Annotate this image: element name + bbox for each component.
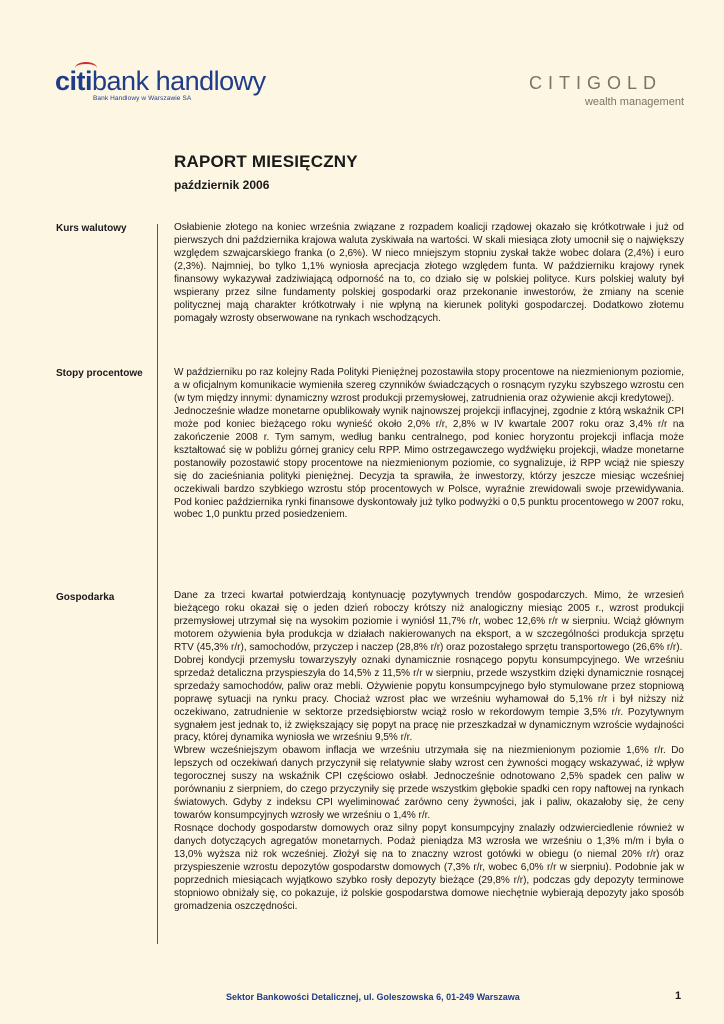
paragraph: Wbrew wcześniejszym obawom inflacja we wrześniu utrzymała się na niezmienionym poziomie 1,6% r/r. Do lepszych od oczekiwań danych przyczynił się relatywnie słaby wzrost cen żywności mogący wskazywać, iż wpływ tegorocznej suszy na wskaźnik CPI częściowo osłabł. Jednocześnie odnotowano 2,5% spadek cen paliw w porównaniu z sierpniem, do czego przyczyniły się przede wszystkim głębokie spadki cen ropy naftowej na rynkach światowych. Gdyby z indeksu CPI wyeliminować zarówno ceny żywności, jak i paliw, okazałoby się, że ceny towarów konsumpcyjnych wzrosły we wrześniu o 1,4% r/r. — [174, 745, 684, 822]
section-text-gospodarka — [174, 590, 684, 914]
logo-bank-text: bank handlowy — [92, 66, 266, 96]
report-date: październik 2006 — [174, 178, 270, 192]
section-label-stopy-procentowe: Stopy procentowe — [56, 368, 143, 379]
paragraph: Osłabienie złotego na koniec września związane z rozpadem koalicji rządowej okazało się krótkotrwałe i już od pierwszych dni października krajowa waluta zyskiwała na wartości. W skali miesiąca złoty umocnił się o największy względem szwajcarskiego franka (o 2,6%). W nieco mniejszym stopniu zyskał także wobec dolara (2,4%) i euro (2,3%). Najmniej, bo tylko 1,1% wyniosła aprecjacja złotego względem funta. W październiku krajowy rynek finansowy wykazywał zadziwiającą odporność na to, co działo się w polskiej polityce. Kurs polskiej waluty był wspierany przez silne fundamenty polskiej gospodarki oraz przekonanie inwestorów, że zmiany na scenie politycznej mają charakter krótkotrwały i nie wpłyną na kierunek polityki gospodarczej. Dodatkowo złotemu pomagały wzrosty obserwowane na rynkach wschodzących. — [174, 222, 684, 324]
paragraph: W październiku po raz kolejny Rada Polityki Pieniężnej pozostawiła stopy procentowe na niezmienionym poziomie, a w oficjalnym komunikacie wymieniła szereg czynników świadczących o rosnącym ryzyku szybszego wzrostu cen (w tym między innymi: dynamiczny wzrost produkcji przemysłowej, zatrudnienia oraz ożywienie akcji kredytowej). — [174, 367, 684, 404]
section-label-gospodarka: Gospodarka — [56, 592, 115, 603]
section-text-stopy-procentowe — [174, 367, 684, 522]
paragraph: Jednocześnie władze monetarne opublikowały wynik najnowszej projekcji inflacyjnej, zgodnie z którą wskaźnik CPI może pod koniec bieżącego roku wynieść około 2,0% r/r, 2,8% w IV kwartale 2007 roku oraz 3,4% r/r na zakończenie 2008 r. Tym samym, według banku centralnego, pod koniec horyzontu projekcji inflacja może kształtować się w pobliżu górnej granicy celu RPP. Mimo ostrzegawczego wydźwięku projekcji, władze monetarne postanowiły pozostawić stopy procentowe na niezmienionym poziomie, co sygnalizuje, iż RPP wciąż nie spieszy się do zacieśniania polityki pieniężnej. Decyzja ta sprawiła, że inwestorzy, którzy jeszcze miesiąc wcześniej oczekiwali bardzo szybkiego wzrostu stóp procentowych w Polsce, wyraźnie zrewidowali swoje przewidywania. Pod koniec października rynki finansowe dyskontowały już tylko podwyżki o 0,5 punktu procentowego w 2007 roku, wobec 1,0 punktu przed posiedzeniem. — [174, 405, 684, 521]
page-header — [0, 0, 724, 130]
section-label-kurs-walutowy: Kurs walutowy — [56, 223, 127, 234]
section-text-kurs-walutowy — [174, 222, 684, 326]
wealth-management-text: wealth management — [584, 96, 684, 108]
footer-address: Sektor Bankowości Detalicznej, ul. Goleszowska 6, 01-249 Warszawa — [226, 992, 520, 1002]
logo-subtitle: Bank Handlowy w Warszawie SA — [93, 95, 192, 102]
paragraph: Dane za trzeci kwartał potwierdzają kontynuację pozytywnych trendów gospodarczych. Mimo, że wrzesień bieżącego roku okazał się o jeden dzień roboczy krótszy niż analogiczny miesiąc 2005 r., wzrost produkcji przemysłowej utrzymał się na wysokim poziomie i wyniósł 11,7% r/r, wobec 12,6% r/r w sierpniu. Wciąż głównym motorem ożywienia była produkcja w działach nakierowanych na eksport, a w szczególności produkcja sprzętu RTV (45,3% r/r), samochodów, przyczep i naczep (28,8% r/r) oraz pozostałego sprzętu transportowego (26,6% r/r). — [174, 590, 684, 653]
citibank-logo — [55, 66, 266, 102]
report-title: RAPORT MIESIĘCZNY — [174, 152, 358, 171]
paragraph: Dobrej kondycji przemysłu towarzyszyły oznaki dynamicznie rosnącego popytu konsumpcyjnego. We wrześniu sprzedaż detaliczna przyspieszyła do 14,5% z 11,5% r/r w sierpniu, przede wszystkim dzięki dynamicznie rosnącej sprzedaży samochodów, paliw oraz mebli. Ożywienie popytu konsumpcyjnego było stymulowane przez stopniową poprawę sytuacji na rynku pracy. Chociaż wzrost płac we wrześniu wyhamował do 5,1% r/r i był niższy niż oczekiwano, zatrudnienie w sektorze przedsiębiorstw wciąż rosło w rekordowym tempie 3,5% r/r. Pozytywnym sygnałem jest jednak to, iż zwiększający się popyt na pracę nie przeszkadzał w dynamicznym wzroście wydajności pracy, której dynamika wyniosła we wrześniu 9,5% r/r. — [174, 654, 684, 744]
citi-arc-icon — [75, 62, 97, 74]
citigold-logo: CITIGOLD — [528, 73, 662, 93]
section-divider-line — [157, 224, 158, 944]
paragraph: Rosnące dochody gospodarstw domowych oraz silny popyt konsumpcyjny znalazły odzwierciedlenie również w danych dotyczących agregatów monetarnych. Podaż pieniądza M3 wzrosła we wrześniu o 1,3% m/m i była o 13,0% wyższa niż rok wcześniej. Złożył się na to znaczny wzrost gotówki w obiegu (o niemal 20% r/r) oraz przyspieszenie wzrostu depozytów gospodarstw domowych (7,3% r/r, wobec 6,0% r/r w sierpniu). Podobnie jak w poprzednich miesiącach wyjątkowo szybko rosły depozyty bieżące (29,8% r/r), podczas gdy depozyty terminowe stopniowo obniżały się, co pokazuje, iż polskie gospodarstwa domowe niechętnie wybierają depozyty jako sposób gromadzenia oszczędności. — [174, 823, 684, 912]
page-number: 1 — [675, 990, 682, 1002]
logo-citi-text: citi — [55, 66, 93, 96]
